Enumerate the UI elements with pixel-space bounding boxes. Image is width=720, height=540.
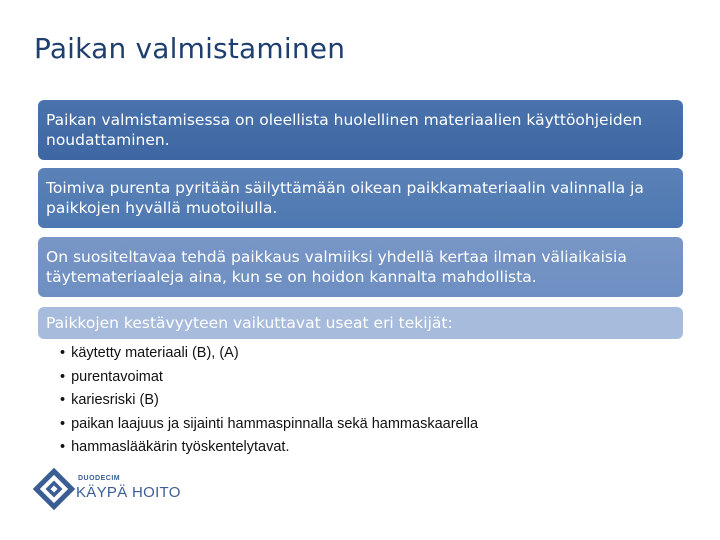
bullet-item: • hammaslääkärin työskentelytavat. — [60, 436, 478, 460]
slide-title: Paikan valmistaminen — [34, 32, 346, 65]
bullet-item: • purentavoimat — [60, 366, 478, 390]
text-box-3: On suositeltavaa tehdä paikkaus valmiiksi yhdellä kertaa ilman väliaikaisia täytemateriaaleja aina, kun se on hoidon kannalta mahdollista. — [38, 237, 683, 297]
bullet-list — [60, 342, 478, 460]
bullet-item: • käytetty materiaali (B), (A) — [60, 342, 478, 366]
bullet-item: • paikan laajuus ja sijainti hammaspinnalla sekä hammaskaarella — [60, 413, 478, 437]
text-box-4: Paikkojen kestävyyteen vaikuttavat useat eri tekijät: — [38, 307, 683, 339]
text-box-1: Paikan valmistamisessa on oleellista huolellinen materiaalien käyttöohjeiden noudattaminen. — [38, 100, 683, 160]
logo-big-text: KÄYPÄ HOITO — [76, 484, 181, 501]
bullet-item: • kariesriski (B) — [60, 389, 478, 413]
text-box-2: Toimiva purenta pyritään säilyttämään oikean paikkamateriaalin valinnalla ja paikkojen hyvällä muotoilulla. — [38, 168, 683, 228]
logo-small-text: DUODECIM — [78, 475, 121, 482]
